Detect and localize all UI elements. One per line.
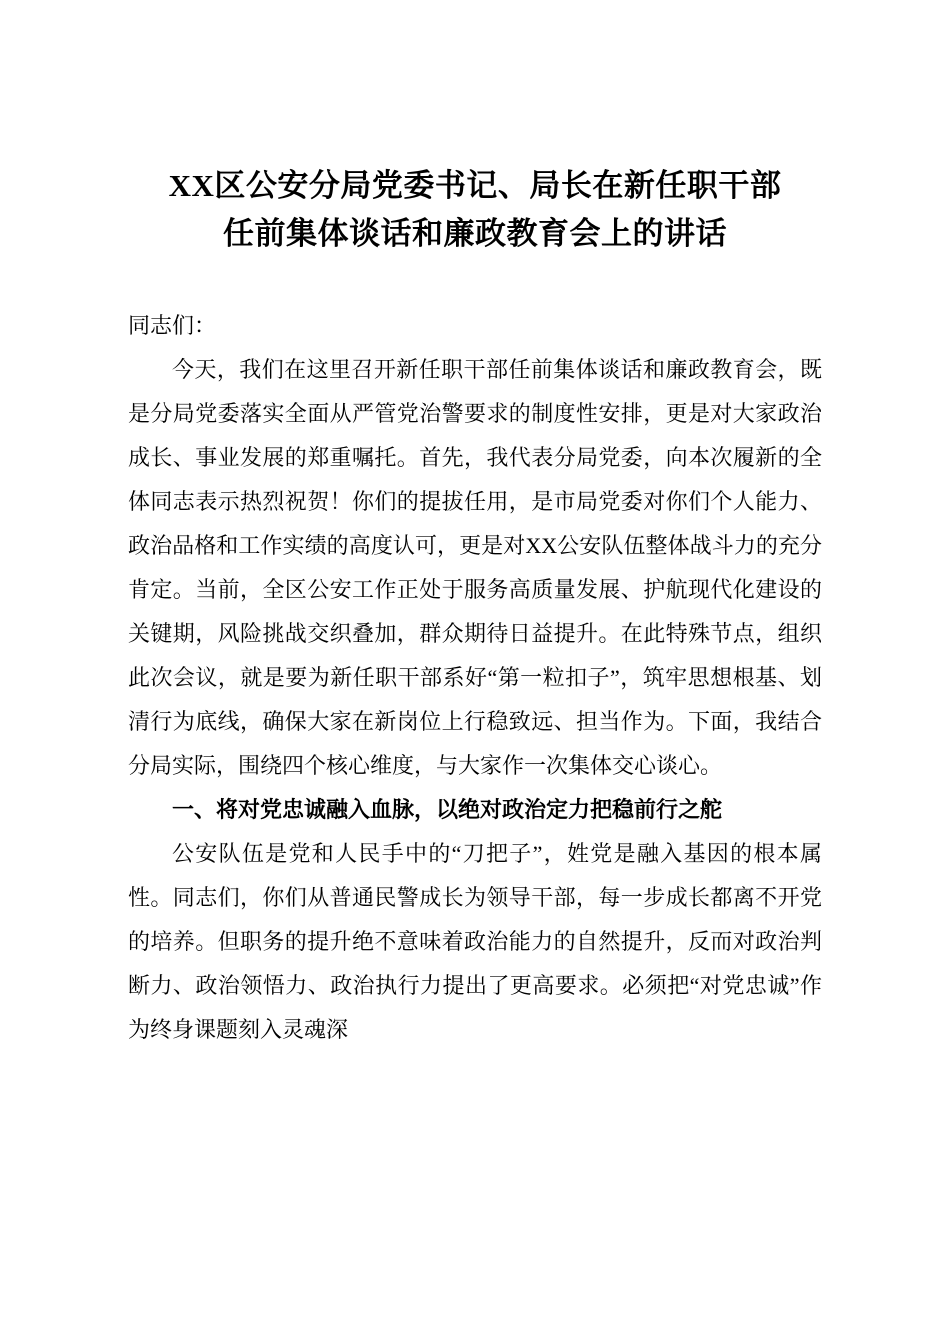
document-title-line-2: 任前集体谈话和廉政教育会上的讲话 — [223, 216, 727, 251]
salutation: 同志们： — [128, 313, 217, 338]
paragraph-opening: 今天，我们在这里召开新任职干部任前集体谈话和廉政教育会，既是分局党委落实全面从严管党治警要求的制度性安排，更是对大家政治成长、事业发展的郑重嘱托。首先，我代表分局党委，向本次履新的全体同志表示热烈祝贺！你们的提拔任用，是市局党委对你们个人能力、政治品格和工作实绩的高度认可，更是对XX公安队伍整体战斗力的充分肯定。当前，全区公安工作正处于服务高质量发展、护航现代化建设的关键期，风险挑战交织叠加，群众期待日益提升。在此特殊节点，组织此次会议，就是要为新任职干部系好“第一粒扣子”，筑牢思想根基、划清行为底线，确保大家在新岗位上行稳致远、担当作为。下面，我结合分局实际，围绕四个核心维度，与大家作一次集体交心谈心。 — [128, 357, 822, 778]
section-heading-1: 一、将对党忠诚融入血脉，以绝对政治定力把稳前行之舵 — [172, 797, 723, 822]
document-title-line-1: XX区公安分局党委书记、局长在新任职干部 — [168, 168, 782, 203]
paragraph-section-1: 公安队伍是党和人民手中的“刀把子”，姓党是融入基因的根本属性。同志们，你们从普通民警成长为领导干部，每一步成长都离不开党的培养。但职务的提升绝不意味着政治能力的自然提升，反而对政治判断力、政治领悟力、政治执行力提出了更高要求。必须把“对党忠诚”作为终身课题刻入灵魂深 — [128, 841, 822, 1042]
document-body — [128, 304, 822, 1052]
document-title — [128, 162, 822, 258]
